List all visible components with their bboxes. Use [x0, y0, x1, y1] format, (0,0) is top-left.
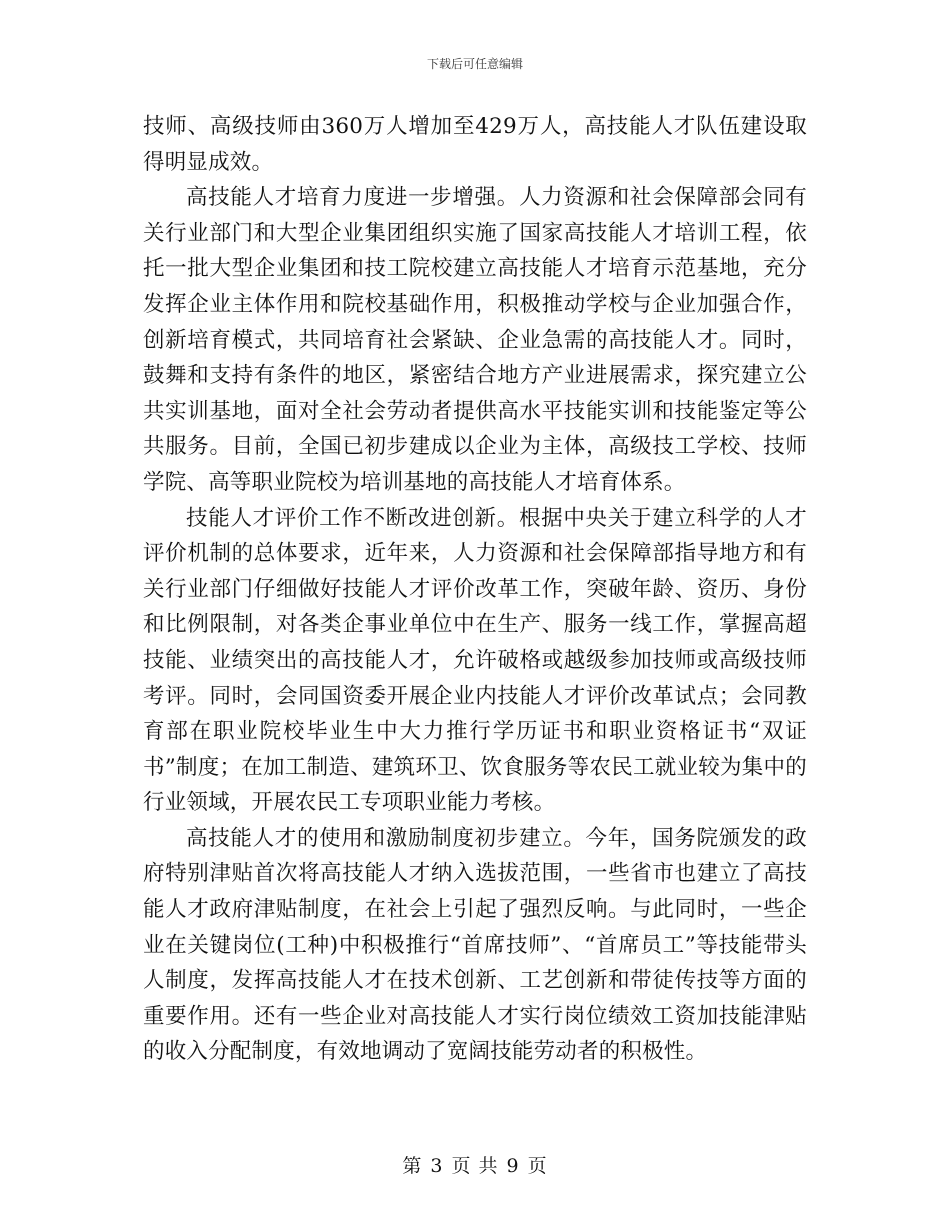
footer-prefix: 第	[402, 1155, 423, 1177]
paragraph-2: 高技能人才培育力度进一步增强。人力资源和社会保障部会同有关行业部门和大型企业集团组织实施了国家高技能人才培训工程，依托一批大型企业集团和技工院校建立高技能人才培育示范基地，充分发挥企业主体作用和院校基础作用，积极推动学校与企业加强合作，创新培育模式，共同培育社会紧缺、企业急需的高技能人才。同时，鼓舞和支持有条件的地区，紧密结合地方产业进展需求，探究建立公共实训基地，面对全社会劳动者提供高水平技能实训和技能鉴定等公共服务。目前，全国已初步建成以企业为主体，高级技工学校、技师学院、高等职业院校为培训基地的高技能人才培育体系。	[143, 185, 807, 495]
page-footer	[0, 1151, 950, 1178]
page-header-note: 下载后可任意编辑	[426, 57, 523, 71]
footer-page-number: 3	[430, 1155, 444, 1177]
document-body	[143, 109, 807, 1070]
paragraph-3: 技能人才评价工作不断改进创新。根据中央关于建立科学的人才评价机制的总体要求，近年来，人力资源和社会保障部指导地方和有关行业部门仔细做好技能人才评价改革工作，突破年龄、资历、身份和比例限制，对各类企事业单位中在生产、服务一线工作，掌握高超技能、业绩突出的高技能人才，允许破格或越级参加技师或高级技师考评。同时，会同国资委开展企业内技能人才评价改革试点；会同教育部在职业院校毕业生中大力推行学历证书和职业资格证书“双证书”制度；在加工制造、建筑环卫、饮食服务等农民工就业较为集中的行业领域，开展农民工专项职业能力考核。	[143, 505, 807, 816]
paragraph-1: 技师、高级技师由360万人增加至429万人，高技能人才队伍建设取得明显成效。	[143, 114, 807, 175]
footer-suffix: 页	[527, 1155, 548, 1177]
footer-total-pages: 9	[506, 1155, 520, 1177]
footer-middle: 页 共	[451, 1155, 499, 1177]
paragraph-4: 高技能人才的使用和激励制度初步建立。今年，国务院颁发的政府特别津贴首次将高技能人才纳入选拔范围，一些省市也建立了高技能人才政府津贴制度，在社会上引起了强烈反响。与此同时，一些企业在关键岗位(工种)中积极推行“首席技师”、“首席员工”等技能带头人制度，发挥高技能人才在技术创新、工艺创新和带徒传技等方面的重要作用。还有一些企业对高技能人才实行岗位绩效工资加技能津贴的收入分配制度，有效地调动了宽阔技能劳动者的积极性。	[143, 825, 807, 1065]
